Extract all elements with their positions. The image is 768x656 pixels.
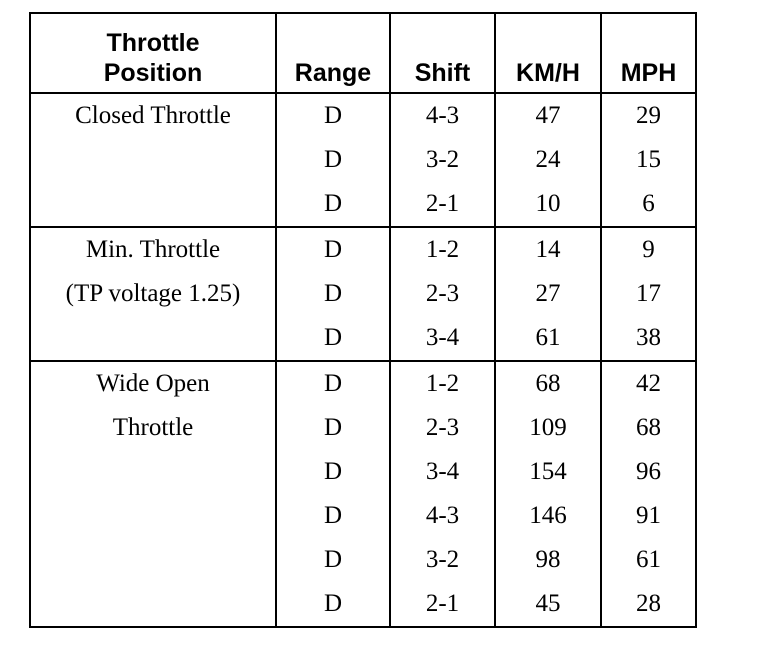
- cell-range: D: [276, 93, 390, 138]
- header-range: Range: [276, 13, 390, 93]
- cell-mph: 9: [601, 227, 696, 272]
- cell-kmh: 24: [495, 138, 601, 182]
- throttle-position-cell: [30, 361, 276, 627]
- cell-shift: 2-1: [390, 582, 495, 627]
- throttle-position-label: Min. Throttle: [85, 236, 221, 263]
- cell-mph: 29: [601, 93, 696, 138]
- cell-kmh: 146: [495, 494, 601, 538]
- cell-range: D: [276, 361, 390, 406]
- throttle-position-label: Closed Throttle: [75, 102, 231, 129]
- cell-range: D: [276, 227, 390, 272]
- cell-kmh: 27: [495, 272, 601, 316]
- cell-shift: 3-2: [390, 138, 495, 182]
- cell-mph: 28: [601, 582, 696, 627]
- cell-mph: 15: [601, 138, 696, 182]
- cell-shift: 2-3: [390, 272, 495, 316]
- cell-mph: 6: [601, 182, 696, 227]
- shift-speed-table: [29, 12, 697, 628]
- cell-range: D: [276, 316, 390, 361]
- cell-range: D: [276, 272, 390, 316]
- throttle-position-label: (TP voltage 1.25): [65, 280, 241, 307]
- cell-mph: 17: [601, 272, 696, 316]
- header-kmh: KM/H: [495, 13, 601, 93]
- cell-shift: 3-4: [390, 450, 495, 494]
- header-row: [30, 13, 696, 93]
- cell-range: D: [276, 450, 390, 494]
- cell-mph: 91: [601, 494, 696, 538]
- cell-shift: 2-1: [390, 182, 495, 227]
- header-mph: MPH: [601, 13, 696, 93]
- cell-kmh: 14: [495, 227, 601, 272]
- cell-range: D: [276, 406, 390, 450]
- cell-range: D: [276, 582, 390, 627]
- cell-shift: 1-2: [390, 361, 495, 406]
- cell-range: D: [276, 182, 390, 227]
- table-row: [30, 361, 696, 406]
- table-row: [30, 93, 696, 138]
- cell-mph: 68: [601, 406, 696, 450]
- cell-kmh: 61: [495, 316, 601, 361]
- cell-kmh: 47: [495, 93, 601, 138]
- cell-kmh: 68: [495, 361, 601, 406]
- cell-mph: 38: [601, 316, 696, 361]
- cell-kmh: 10: [495, 182, 601, 227]
- cell-kmh: 154: [495, 450, 601, 494]
- header-throttle-position: [30, 13, 276, 93]
- cell-shift: 4-3: [390, 93, 495, 138]
- table-row: [30, 227, 696, 272]
- throttle-position-cell: [30, 93, 276, 227]
- cell-kmh: 109: [495, 406, 601, 450]
- cell-shift: 3-2: [390, 538, 495, 582]
- cell-range: D: [276, 494, 390, 538]
- cell-range: D: [276, 138, 390, 182]
- cell-mph: 96: [601, 450, 696, 494]
- cell-shift: 3-4: [390, 316, 495, 361]
- cell-mph: 61: [601, 538, 696, 582]
- throttle-position-cell: [30, 227, 276, 361]
- cell-shift: 4-3: [390, 494, 495, 538]
- cell-range: D: [276, 538, 390, 582]
- header-throttle-position-text: Throttle Position: [103, 29, 203, 87]
- header-shift: Shift: [390, 13, 495, 93]
- throttle-position-label: Throttle: [112, 414, 194, 441]
- throttle-position-label: Wide Open: [96, 370, 210, 397]
- cell-kmh: 98: [495, 538, 601, 582]
- cell-shift: 2-3: [390, 406, 495, 450]
- cell-kmh: 45: [495, 582, 601, 627]
- cell-mph: 42: [601, 361, 696, 406]
- cell-shift: 1-2: [390, 227, 495, 272]
- table-body: [30, 93, 696, 627]
